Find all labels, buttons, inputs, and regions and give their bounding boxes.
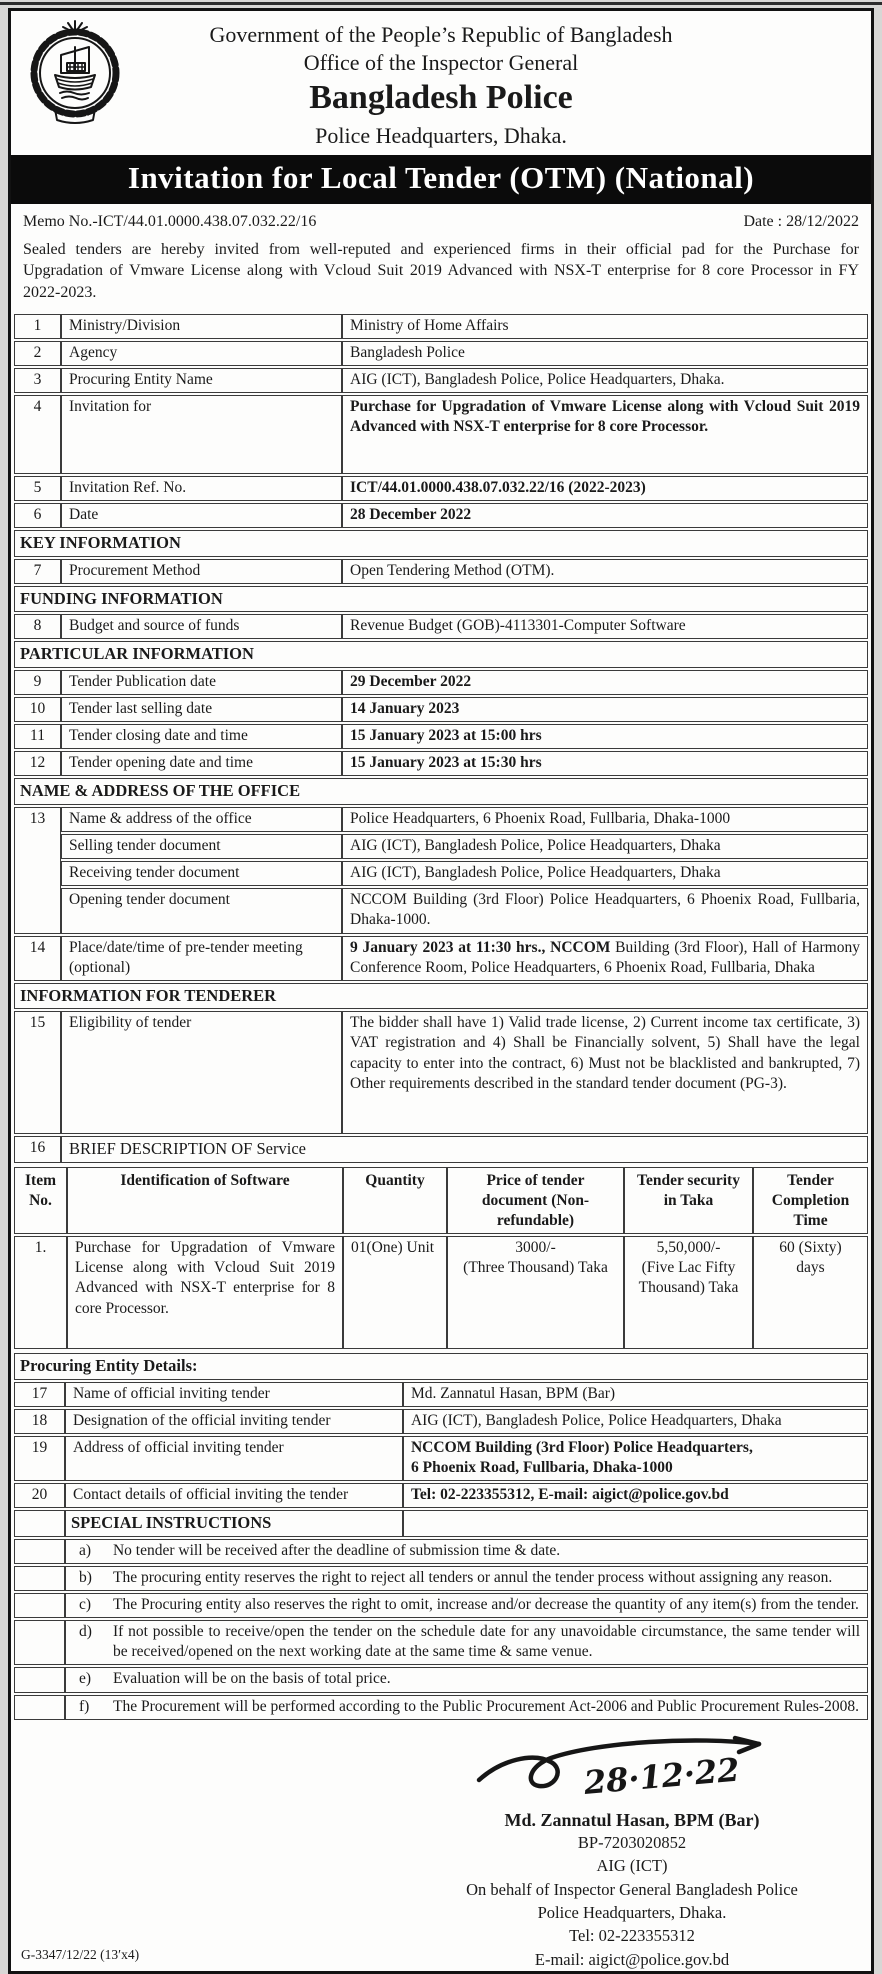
table-row bbox=[14, 395, 868, 474]
table-row bbox=[14, 1409, 868, 1434]
row-label: Ministry/Division bbox=[61, 314, 342, 339]
signatory-designation: AIG (ICT) bbox=[596, 1856, 668, 1876]
instruction-text: Evaluation will be on the basis of total price. bbox=[112, 1670, 391, 1688]
column-header-item-no: Item No. bbox=[14, 1167, 67, 1234]
instruction-row bbox=[14, 1695, 868, 1720]
section-row bbox=[14, 778, 868, 804]
empty-value-cell bbox=[403, 1510, 868, 1536]
table-row bbox=[14, 751, 868, 776]
row-number: 17 bbox=[14, 1382, 65, 1407]
instruction-row bbox=[14, 1539, 868, 1564]
empty-number-cell bbox=[14, 1510, 65, 1536]
headquarters-line: Police Headquarters, Dhaka. bbox=[315, 122, 567, 148]
row-label: Agency bbox=[61, 341, 342, 366]
column-header-security: Tender security in Taka bbox=[624, 1167, 753, 1234]
memo-number: Memo No.-ICT/44.01.0000.438.07.032.22/16 bbox=[23, 213, 317, 231]
row-value: AIG (ICT), Bangladesh Police, Police Headquarters, Dhaka. bbox=[342, 368, 868, 393]
row-value bbox=[403, 1436, 868, 1481]
table-row bbox=[14, 807, 868, 832]
row-value: 15 January 2023 at 15:30 hrs bbox=[342, 751, 868, 776]
item-price bbox=[447, 1236, 624, 1349]
instruction-text: The Procuring entity also reserves the right to omit, increase and/or decrease the quantity of any item(s) from the tender. bbox=[112, 1596, 859, 1614]
table-row bbox=[14, 559, 868, 584]
row-number: 5 bbox=[14, 476, 61, 501]
column-header-identification: Identification of Software bbox=[67, 1167, 343, 1234]
row-value: Police Headquarters, 6 Phoenix Road, Fullbaria, Dhaka-1000 bbox=[342, 807, 868, 832]
row-value: Tel: 02-223355312, E-mail: aigict@police.gov.bd bbox=[403, 1483, 868, 1508]
row-value: AIG (ICT), Bangladesh Police, Police Headquarters, Dhaka bbox=[342, 834, 868, 859]
table-row bbox=[14, 834, 868, 859]
section-row bbox=[14, 1353, 868, 1379]
section-heading-information-for-tenderer: INFORMATION FOR TENDERER bbox=[14, 983, 868, 1009]
procuring-entity-details-heading: Procuring Entity Details: bbox=[14, 1353, 868, 1379]
row-label: Name of official inviting tender bbox=[65, 1382, 403, 1407]
section-row bbox=[14, 586, 868, 612]
empty-number-cell bbox=[14, 1593, 65, 1618]
row-number: 2 bbox=[14, 341, 61, 366]
masthead bbox=[11, 11, 871, 155]
section-heading-office-address: NAME & ADDRESS OF THE OFFICE bbox=[14, 778, 868, 804]
item-number: 1. bbox=[14, 1236, 67, 1349]
signatory-bp-number: BP-7203020852 bbox=[577, 1832, 687, 1852]
row-value bbox=[342, 936, 868, 981]
price-amount: 3000/- bbox=[515, 1239, 556, 1257]
instruction-cell bbox=[65, 1667, 868, 1692]
row-label: Procuring Entity Name bbox=[61, 368, 342, 393]
memo-row bbox=[11, 204, 871, 233]
organization-title: Bangladesh Police bbox=[309, 79, 573, 116]
row-label: Selling tender document bbox=[61, 834, 342, 859]
section-heading-funding-information: FUNDING INFORMATION bbox=[14, 586, 868, 612]
row-label: Eligibility of tender bbox=[61, 1011, 342, 1134]
item-row bbox=[14, 1236, 868, 1349]
office-line: Office of the Inspector General bbox=[303, 49, 579, 75]
row-label: Date bbox=[61, 503, 342, 528]
item-quantity: 01(One) Unit bbox=[343, 1236, 447, 1349]
instruction-text: No tender will be received after the deadline of submission time & date. bbox=[112, 1541, 561, 1559]
table-row bbox=[14, 1436, 868, 1481]
table-row bbox=[14, 368, 868, 393]
instruction-text: The procuring entity reserves the right to reject all tenders or annul the tender process without assigning any reason. bbox=[112, 1568, 833, 1586]
meeting-datetime: 9 January 2023 at 11:30 hrs., NCCOM bbox=[350, 938, 611, 956]
instruction-letter: f) bbox=[78, 1697, 90, 1715]
section-row bbox=[14, 530, 868, 556]
table-row bbox=[14, 341, 868, 366]
notice-title-banner: Invitation for Local Tender (OTM) (National) bbox=[11, 155, 871, 204]
instruction-cell bbox=[65, 1620, 868, 1665]
instruction-text: The Procurement will be performed according to the Public Procurement Act-2006 and Public Procurement Rules-2008. bbox=[112, 1697, 859, 1715]
row-label: Invitation Ref. No. bbox=[61, 476, 342, 501]
row-label: Tender opening date and time bbox=[61, 751, 342, 776]
meeting-venue: Building (3rd Floor), Hall of Harmony Conference Room, Police Headquarters, 6 Phoenix Road, Fullbaria, Dhaka bbox=[350, 938, 860, 976]
row-label: Address of official inviting tender bbox=[65, 1436, 403, 1481]
empty-number-cell bbox=[14, 1667, 65, 1692]
row-label: Designation of the official inviting tender bbox=[65, 1409, 403, 1434]
row-number: 8 bbox=[14, 614, 61, 639]
signatory-on-behalf: On behalf of Inspector General Bangladesh Police bbox=[466, 1879, 798, 1899]
instruction-letter: e) bbox=[78, 1670, 92, 1688]
row-label: Contact details of official inviting the tender bbox=[65, 1483, 403, 1508]
instruction-row bbox=[14, 1620, 868, 1665]
row-label: Name & address of the office bbox=[61, 807, 342, 832]
row-value: The bidder shall have 1) Valid trade license, 2) Current income tax certificate, 3) VAT registration and 4) Shall be Financially solvent, 5) Shall have the legal capacity to enter into the contract, 6) Must not be blacklisted and bankrupted, 7) Other requirements described in the standard tender document (PG-3). bbox=[342, 1011, 868, 1134]
row-label: Tender closing date and time bbox=[61, 724, 342, 749]
row-value: Open Tendering Method (OTM). bbox=[342, 559, 868, 584]
instruction-row bbox=[14, 1593, 868, 1618]
row-value: 28 December 2022 bbox=[342, 503, 868, 528]
address-line-1: NCCOM Building (3rd Floor) Police Headquarters, bbox=[410, 1438, 753, 1456]
instruction-cell bbox=[65, 1539, 868, 1564]
instruction-row bbox=[14, 1667, 868, 1692]
row-number: 1 bbox=[14, 314, 61, 339]
row-number: 9 bbox=[14, 670, 61, 695]
row-value: Bangladesh Police bbox=[342, 341, 868, 366]
item-identification: Purchase for Upgradation of Vmware License along with Vcloud Suit 2019 Advanced with NSX-T enterprise for 8 core Processor. bbox=[67, 1236, 343, 1349]
tender-info-table bbox=[14, 312, 868, 1165]
intro-paragraph: Sealed tenders are hereby invited from well-reputed and experienced firms in their official pad for the Purchase for Upgradation of Vmware License along with Vcloud Suit 2019 Advanced with NSX-T enterprise for 8 core Processor in FY 2022-2023. bbox=[23, 241, 859, 301]
row-value: Ministry of Home Affairs bbox=[342, 314, 868, 339]
handwritten-date: 28·12·22 bbox=[582, 1750, 741, 1802]
item-table-header-row bbox=[14, 1167, 868, 1234]
special-instructions-heading: SPECIAL INSTRUCTIONS bbox=[65, 1510, 403, 1536]
signatory-email: E-mail: aigict@police.gov.bd bbox=[534, 1949, 730, 1969]
row-value: NCCOM Building (3rd Floor) Police Headquarters, 6 Phoenix Road, Fullbaria, Dhaka-1000. bbox=[342, 888, 868, 933]
table-row bbox=[14, 614, 868, 639]
section-heading-key-information: KEY INFORMATION bbox=[14, 530, 868, 556]
instruction-text: If not possible to receive/open the tender on the schedule date for any unavoidable circumstance, the same tender will be received/opened on the next working date at the same time & same venue. bbox=[112, 1623, 861, 1661]
memo-date: Date : 28/12/2022 bbox=[743, 213, 859, 231]
instruction-cell bbox=[65, 1566, 868, 1591]
tender-notice-document bbox=[8, 8, 874, 1974]
row-value: 29 December 2022 bbox=[342, 670, 868, 695]
row-number: 11 bbox=[14, 724, 61, 749]
row-value: Purchase for Upgradation of Vmware License along with Vcloud Suit 2019 Advanced with NSX-T enterprise for 8 core Processor. bbox=[342, 395, 868, 474]
row-value: AIG (ICT), Bangladesh Police, Police Headquarters, Dhaka bbox=[342, 861, 868, 886]
table-row bbox=[14, 503, 868, 528]
press-reference-note: G-3347/12/22 (13′x4) bbox=[21, 1947, 140, 1963]
instruction-letter: b) bbox=[78, 1568, 92, 1586]
instruction-cell bbox=[65, 1593, 868, 1618]
handwritten-signature-icon bbox=[467, 1732, 797, 1812]
completion-days: 60 (Sixty) bbox=[779, 1239, 842, 1257]
government-line: Government of the People’s Republic of Bangladesh bbox=[209, 22, 673, 47]
item-description-table bbox=[14, 1165, 868, 1351]
table-row bbox=[14, 936, 868, 981]
table-row bbox=[14, 670, 868, 695]
row-label: Procurement Method bbox=[61, 559, 342, 584]
procuring-entity-table bbox=[14, 1351, 868, 1722]
empty-number-cell bbox=[14, 1620, 65, 1665]
row-value: AIG (ICT), Bangladesh Police, Police Headquarters, Dhaka bbox=[403, 1409, 868, 1434]
section-row bbox=[14, 641, 868, 667]
row-number: 4 bbox=[14, 395, 61, 474]
row-number: 20 bbox=[14, 1483, 65, 1508]
column-header-quantity: Quantity bbox=[343, 1167, 447, 1234]
instruction-row bbox=[14, 1566, 868, 1591]
table-row bbox=[14, 476, 868, 501]
row-value: ICT/44.01.0000.438.07.032.22/16 (2022-2023) bbox=[342, 476, 868, 501]
security-amount: 5,50,000/- bbox=[656, 1239, 721, 1257]
signatory-tel: Tel: 02-223355312 bbox=[569, 1926, 695, 1946]
top-rule-line bbox=[0, 2, 882, 5]
signatory-name: Md. Zannatul Hasan, BPM (Bar) bbox=[504, 1809, 760, 1830]
empty-number-cell bbox=[14, 1695, 65, 1720]
row-number: 3 bbox=[14, 368, 61, 393]
table-row bbox=[14, 697, 868, 722]
row-label: Opening tender document bbox=[61, 888, 342, 933]
row-number: 12 bbox=[14, 751, 61, 776]
column-header-price: Price of tender document (Non-refundable) bbox=[447, 1167, 624, 1234]
row-number: 16 bbox=[14, 1136, 61, 1162]
table-row bbox=[14, 888, 868, 933]
empty-number-cell bbox=[14, 1539, 65, 1564]
table-row bbox=[14, 1483, 868, 1508]
row-value: 14 January 2023 bbox=[342, 697, 868, 722]
empty-number-cell bbox=[14, 1566, 65, 1591]
row-number: 15 bbox=[14, 1011, 61, 1134]
signatory-hq: Police Headquarters, Dhaka. bbox=[537, 1903, 727, 1923]
table-row bbox=[14, 861, 868, 886]
section-heading-particular-information: PARTICULAR INFORMATION bbox=[14, 641, 868, 667]
instruction-letter: a) bbox=[78, 1541, 92, 1559]
row-value: 15 January 2023 at 15:00 hrs bbox=[342, 724, 868, 749]
row-number: 13 bbox=[14, 807, 61, 934]
completion-unit: days bbox=[796, 1259, 825, 1277]
item-completion-time bbox=[753, 1236, 868, 1349]
instruction-letter: c) bbox=[78, 1596, 92, 1614]
row-label: Receiving tender document bbox=[61, 861, 342, 886]
row-value: Md. Zannatul Hasan, BPM (Bar) bbox=[403, 1382, 868, 1407]
row-number: 14 bbox=[14, 936, 61, 981]
item-security bbox=[624, 1236, 753, 1349]
row-value: Revenue Budget (GOB)-4113301-Computer Software bbox=[342, 614, 868, 639]
signature-block bbox=[11, 1722, 871, 1972]
table-row bbox=[14, 314, 868, 339]
row-number: 19 bbox=[14, 1436, 65, 1481]
row-number: 18 bbox=[14, 1409, 65, 1434]
brief-description-heading: BRIEF DESCRIPTION OF Service bbox=[61, 1136, 868, 1162]
instruction-letter: d) bbox=[78, 1623, 92, 1641]
bangladesh-police-emblem-icon bbox=[27, 19, 123, 132]
table-row bbox=[14, 1011, 868, 1134]
row-label: Budget and source of funds bbox=[61, 614, 342, 639]
row-label: Place/date/time of pre-tender meeting (optional) bbox=[61, 936, 342, 981]
table-row bbox=[14, 1136, 868, 1162]
row-number: 7 bbox=[14, 559, 61, 584]
price-words: (Three Thousand) Taka bbox=[463, 1259, 608, 1277]
table-row bbox=[14, 1382, 868, 1407]
row-label: Invitation for bbox=[61, 395, 342, 474]
row-number: 6 bbox=[14, 503, 61, 528]
instruction-cell bbox=[65, 1695, 868, 1720]
table-row bbox=[14, 1510, 868, 1536]
security-words: (Five Lac Fifty Thousand) Taka bbox=[638, 1259, 739, 1297]
section-row bbox=[14, 983, 868, 1009]
row-label: Tender Publication date bbox=[61, 670, 342, 695]
column-header-completion: Tender Completion Time bbox=[753, 1167, 868, 1234]
row-label: Tender last selling date bbox=[61, 697, 342, 722]
row-number: 10 bbox=[14, 697, 61, 722]
table-row bbox=[14, 724, 868, 749]
masthead-text bbox=[11, 21, 871, 149]
address-line-2: 6 Phoenix Road, Fullbaria, Dhaka-1000 bbox=[410, 1459, 673, 1477]
